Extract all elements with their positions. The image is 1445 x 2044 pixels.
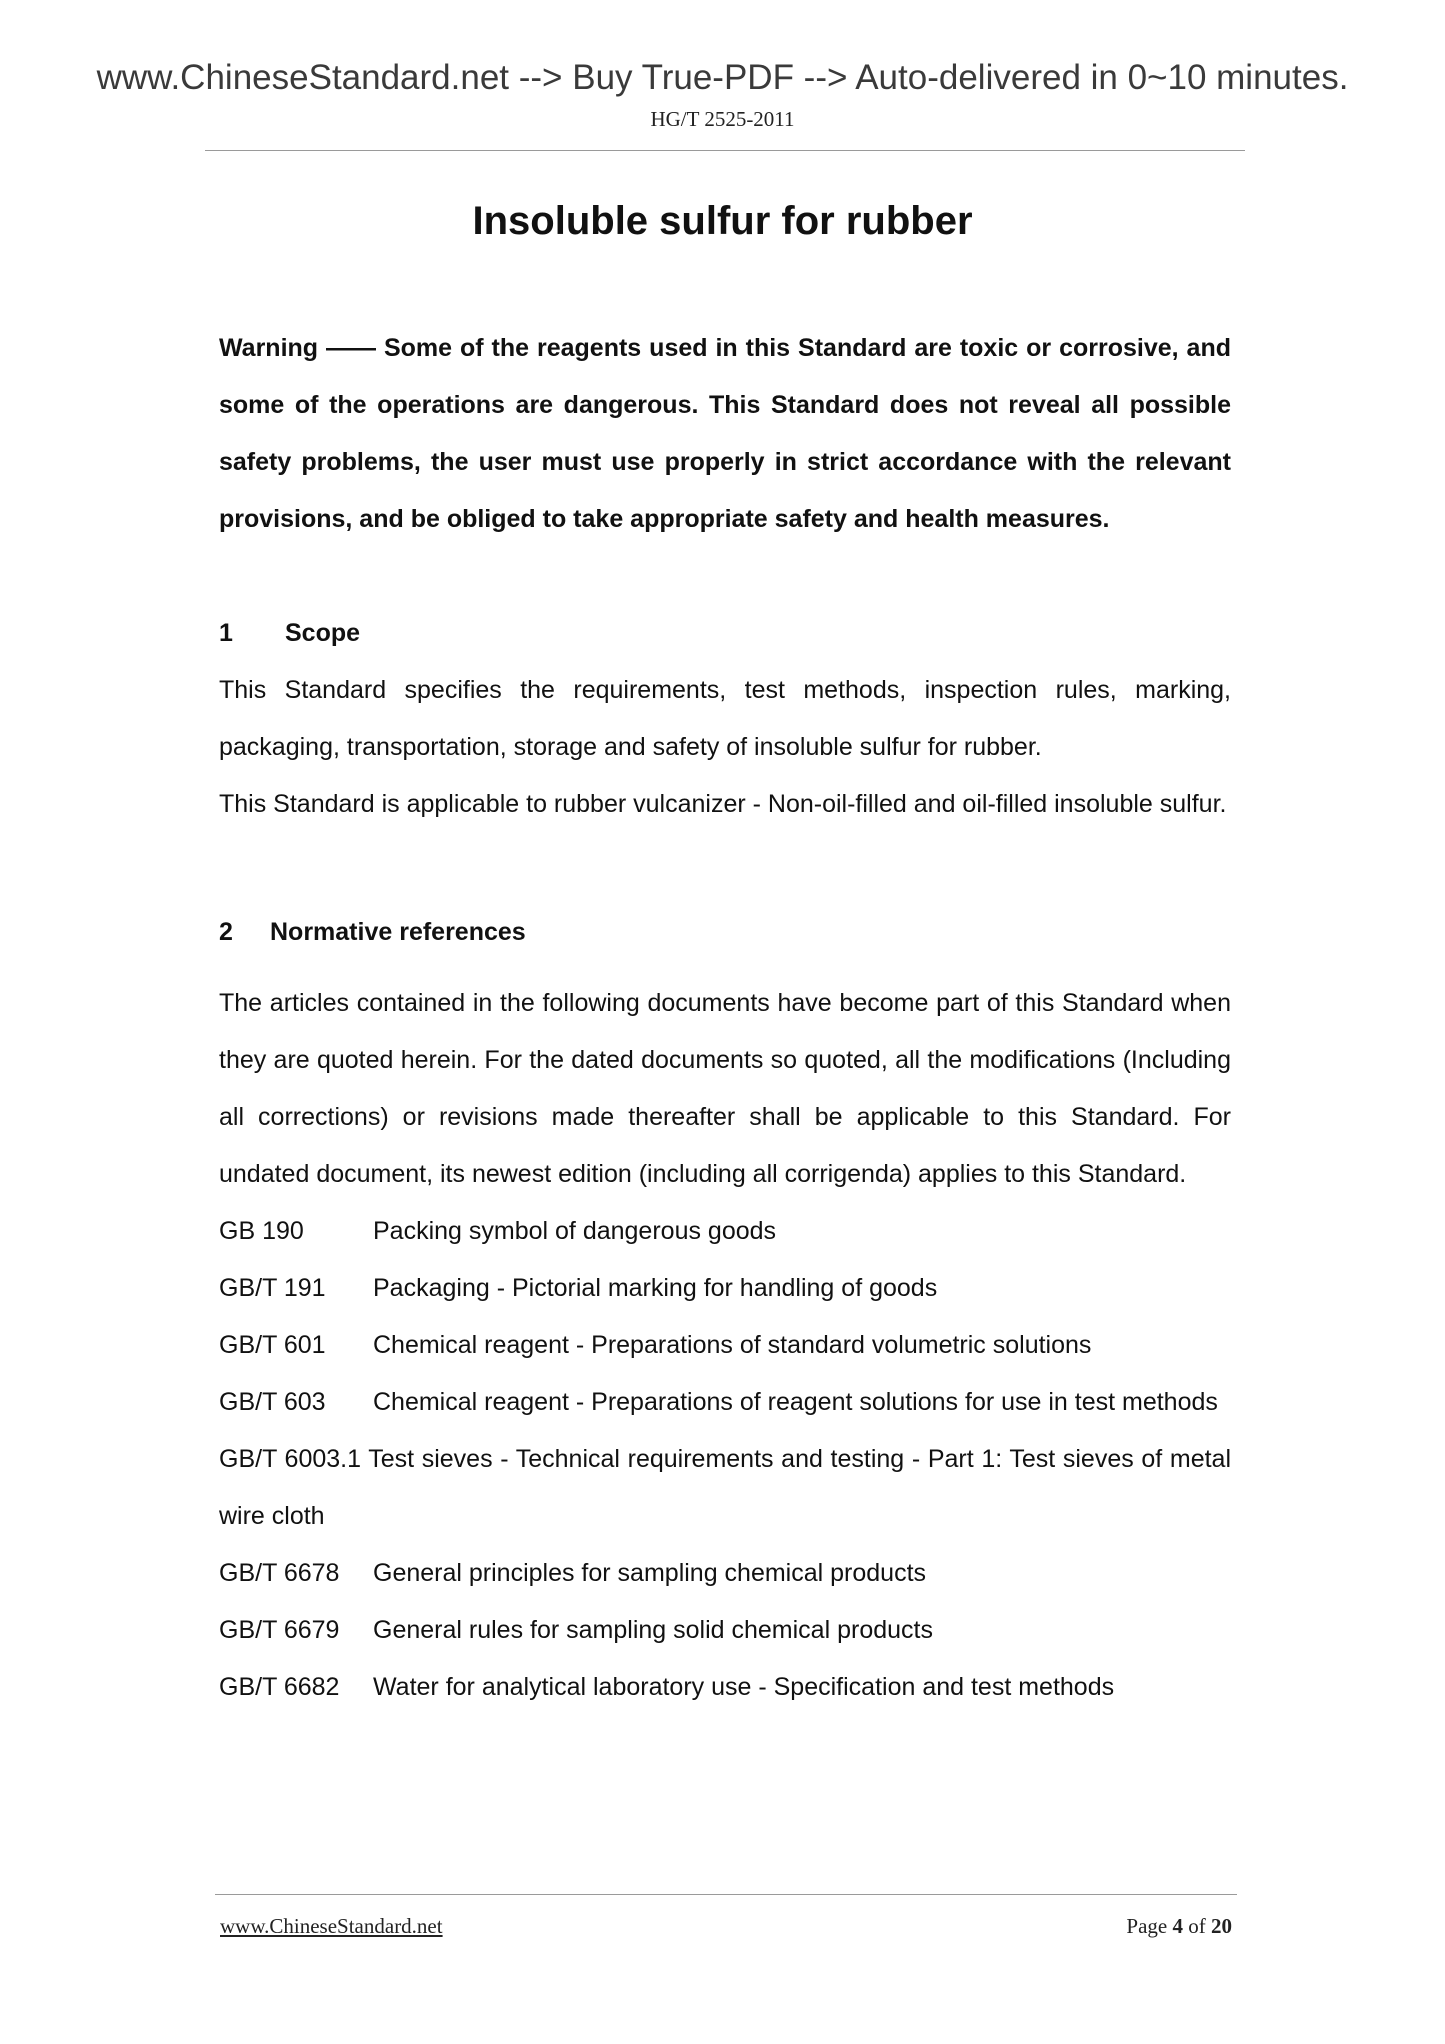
page-label: Page bbox=[1126, 1914, 1168, 1938]
reference-title: Packaging - Pictorial marking for handling of goods bbox=[373, 1274, 938, 1302]
reference-code: GB/T 601 bbox=[219, 1331, 326, 1359]
reference-code: GB/T 6678 bbox=[219, 1559, 340, 1587]
scope-paragraph: This Standard is applicable to rubber vulcanizer - Non-oil-filled and oil-filled insoluble sulfur. bbox=[219, 790, 1227, 818]
reference-item bbox=[219, 1659, 1231, 1716]
site-banner: www.ChineseStandard.net --> Buy True-PDF --> Auto-delivered in 0~10 minutes. bbox=[96, 58, 1349, 97]
footer-divider bbox=[215, 1894, 1237, 1895]
page-total: 20 bbox=[1211, 1914, 1232, 1938]
section-heading-scope bbox=[219, 605, 1231, 662]
reference-title: Test sieves - Technical requirements and testing - Part 1: Test sieves of metal wire cloth bbox=[219, 1445, 1232, 1530]
reference-code: GB/T 6003.1 bbox=[219, 1445, 362, 1473]
section-heading-normative-references bbox=[219, 904, 1231, 961]
reference-code: GB 190 bbox=[219, 1217, 304, 1245]
reference-title: General principles for sampling chemical products bbox=[373, 1559, 927, 1587]
reference-item bbox=[219, 1545, 1231, 1602]
section-number: 1 bbox=[219, 619, 233, 647]
reference-item bbox=[219, 1260, 1231, 1317]
header-divider bbox=[205, 150, 1245, 151]
page-of-label: of bbox=[1188, 1914, 1206, 1938]
section-title: Normative references bbox=[270, 918, 526, 946]
reference-item bbox=[219, 1374, 1231, 1431]
reference-code: GB/T 6679 bbox=[219, 1616, 340, 1644]
page-current: 4 bbox=[1172, 1914, 1183, 1938]
reference-title: Chemical reagent - Preparations of reagent solutions for use in test methods bbox=[373, 1388, 1218, 1416]
reference-title: General rules for sampling solid chemical products bbox=[373, 1616, 933, 1644]
reference-item bbox=[219, 1317, 1231, 1374]
page-indicator bbox=[1126, 1913, 1232, 1939]
document-title: Insoluble sulfur for rubber bbox=[472, 199, 973, 243]
warning-paragraph: Warning —— Some of the reagents used in this Standard are toxic or corrosive, and some of the operations are dangerous. This Standard does not reveal all possible safety problems, the user must use properly in strict accordance with the relevant provisions, and be obliged to take appropriate safety and health measures. bbox=[219, 334, 1231, 533]
reference-item bbox=[219, 1203, 1231, 1260]
reference-item bbox=[219, 1431, 1231, 1545]
reference-code: GB/T 6682 bbox=[219, 1673, 340, 1701]
references-intro-paragraph: The articles contained in the following documents have become part of this Standard when they are quoted herein. For the dated documents so quoted, all the modifications (Including all corrections) or revisions made thereafter shall be applicable to this Standard. For undated document, its newest edition (including all corrigenda) applies to this Standard. bbox=[219, 989, 1231, 1188]
reference-item bbox=[219, 1602, 1231, 1659]
scope-paragraph: This Standard specifies the requirements, test methods, inspection rules, marking, packaging, transportation, storage and safety of insoluble sulfur for rubber. bbox=[219, 676, 1231, 761]
reference-code: GB/T 191 bbox=[219, 1274, 326, 1302]
reference-title: Chemical reagent - Preparations of standard volumetric solutions bbox=[373, 1331, 1092, 1359]
reference-title: Water for analytical laboratory use - Specification and test methods bbox=[373, 1673, 1115, 1701]
standard-code: HG/T 2525-2011 bbox=[650, 107, 795, 131]
section-title: Scope bbox=[285, 619, 361, 647]
reference-title: Packing symbol of dangerous goods bbox=[373, 1217, 777, 1245]
document-body bbox=[219, 320, 1231, 1716]
section-number: 2 bbox=[219, 918, 233, 946]
footer-site-link[interactable]: www.ChineseStandard.net bbox=[220, 1914, 443, 1938]
reference-code: GB/T 603 bbox=[219, 1388, 326, 1416]
